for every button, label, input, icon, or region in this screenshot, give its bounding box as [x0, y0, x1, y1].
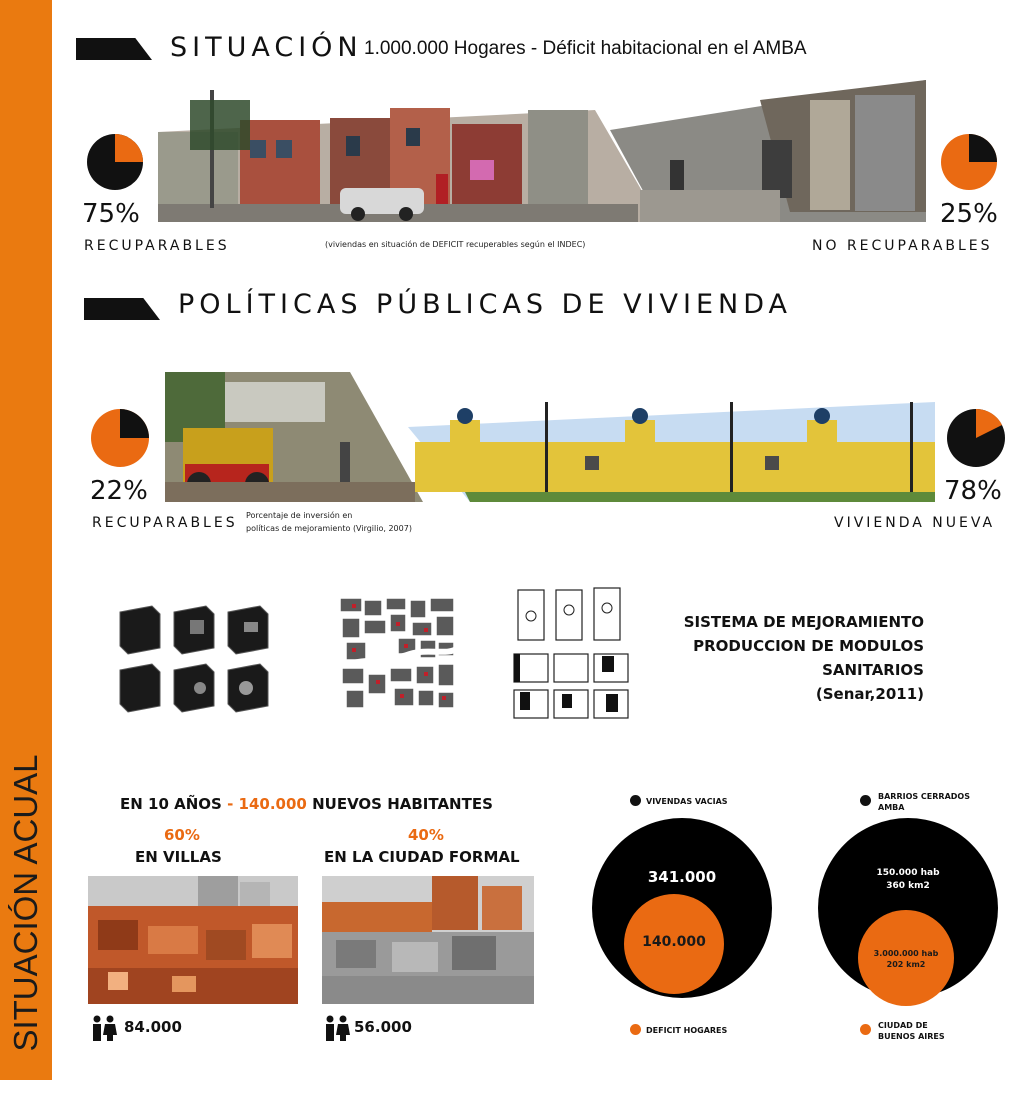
- sistema-line-1: SISTEMA DE MEJORAMIENTO: [683, 613, 924, 631]
- barrios-inner-line1: 3.000.000 hab: [873, 949, 939, 958]
- legend-caba-line2: BUENOS AIRES: [878, 1032, 945, 1041]
- formal-count: 56.000: [354, 1018, 412, 1036]
- pie-no-recuperables: [940, 133, 998, 191]
- politicas-note-1: Porcentaje de inversión en: [246, 511, 353, 520]
- heading-part-c: NUEVOS HABITANTES: [312, 795, 493, 813]
- legend-dot-caba: [860, 1024, 871, 1035]
- legend-dot-vacias: [630, 795, 641, 806]
- formal-percent: 40%: [408, 826, 444, 844]
- villas-count: 84.000: [124, 1018, 182, 1036]
- people-icon: [89, 1015, 119, 1041]
- situacion-note: (viviendas en situación de DEFICIT recuperables según el INDEC): [325, 240, 586, 249]
- vacias-outer-value: 341.000: [647, 868, 717, 886]
- label-no-recuperables: NO RECUPARABLES: [812, 238, 993, 254]
- pie-recuperables-situacion: [86, 133, 144, 191]
- heading-bar-politicas: [84, 298, 160, 320]
- barrios-inner-value: [858, 948, 954, 970]
- situacion-title: SITUACIÓN: [170, 32, 363, 63]
- percent-vivienda-nueva: 78%: [944, 476, 1002, 506]
- legend-dot-barrios: [860, 795, 871, 806]
- legend-barrios-line1: BARRIOS CERRADOS: [878, 792, 970, 801]
- poblacion-heading: [120, 795, 493, 813]
- legend-barrios-line2: AMBA: [878, 803, 905, 812]
- people-icon: [322, 1015, 352, 1041]
- barrios-outer-line2: 360 km2: [886, 881, 930, 891]
- vacias-inner-value: 140.000: [642, 934, 706, 950]
- modules-3d-illustration: [112, 600, 272, 715]
- sidebar-label: SITUACIÓN ACUAL: [7, 754, 44, 1052]
- photo-ciudad-formal: [322, 876, 534, 1004]
- legend-caba: [878, 1020, 945, 1042]
- sistema-line-2: PRODUCCION DE MODULOS: [693, 637, 924, 655]
- formal-label: EN LA CIUDAD FORMAL: [324, 848, 520, 866]
- heading-part-a: EN 10 AÑOS: [120, 795, 222, 813]
- legend-dot-deficit: [630, 1024, 641, 1035]
- photo-strip-politicas: [165, 372, 935, 507]
- pie-recuperables-politicas: [90, 408, 150, 468]
- legend-vacias: VIVENDAS VACIAS: [646, 797, 728, 806]
- photo-villas: [88, 876, 298, 1004]
- sistema-title: [600, 610, 924, 706]
- photo-strip-villas: [150, 80, 926, 225]
- label-recuperables: RECUPARABLES: [84, 238, 230, 254]
- legend-barrios: [878, 791, 970, 813]
- percent-recuperables-politicas: 22%: [90, 476, 148, 506]
- heading-part-b: - 140.000: [227, 795, 307, 813]
- heading-bar-situacion: [76, 38, 152, 60]
- legend-deficit: DEFICIT HOGARES: [646, 1026, 728, 1035]
- politicas-note-2: políticas de mejoramiento (Virgilio, 2007): [246, 524, 412, 533]
- barrios-outer-value: [818, 867, 998, 893]
- sistema-line-3: SANITARIOS: [822, 661, 924, 679]
- percent-recuperables: 75%: [82, 199, 140, 229]
- label-recuperables-politicas: RECUPARABLES: [92, 515, 238, 531]
- villas-percent: 60%: [164, 826, 200, 844]
- sistema-line-4: (Senar,2011): [815, 685, 924, 703]
- situacion-subtitle: 1.000.000 Hogares - Déficit habitacional en el AMBA: [364, 38, 807, 59]
- pie-vivienda-nueva: [946, 408, 1006, 468]
- politicas-title: POLÍTICAS PÚBLICAS DE VIVIENDA: [178, 289, 792, 320]
- villas-label: EN VILLAS: [135, 848, 222, 866]
- barrios-inner-line2: 202 km2: [886, 960, 926, 969]
- label-vivienda-nueva: VIVIENDA NUEVA: [834, 515, 996, 531]
- percent-no-recuperables: 25%: [940, 199, 998, 229]
- barrios-outer-line1: 150.000 hab: [876, 868, 940, 878]
- legend-caba-line1: CIUDAD DE: [878, 1021, 928, 1030]
- urban-map-illustration: [338, 596, 458, 714]
